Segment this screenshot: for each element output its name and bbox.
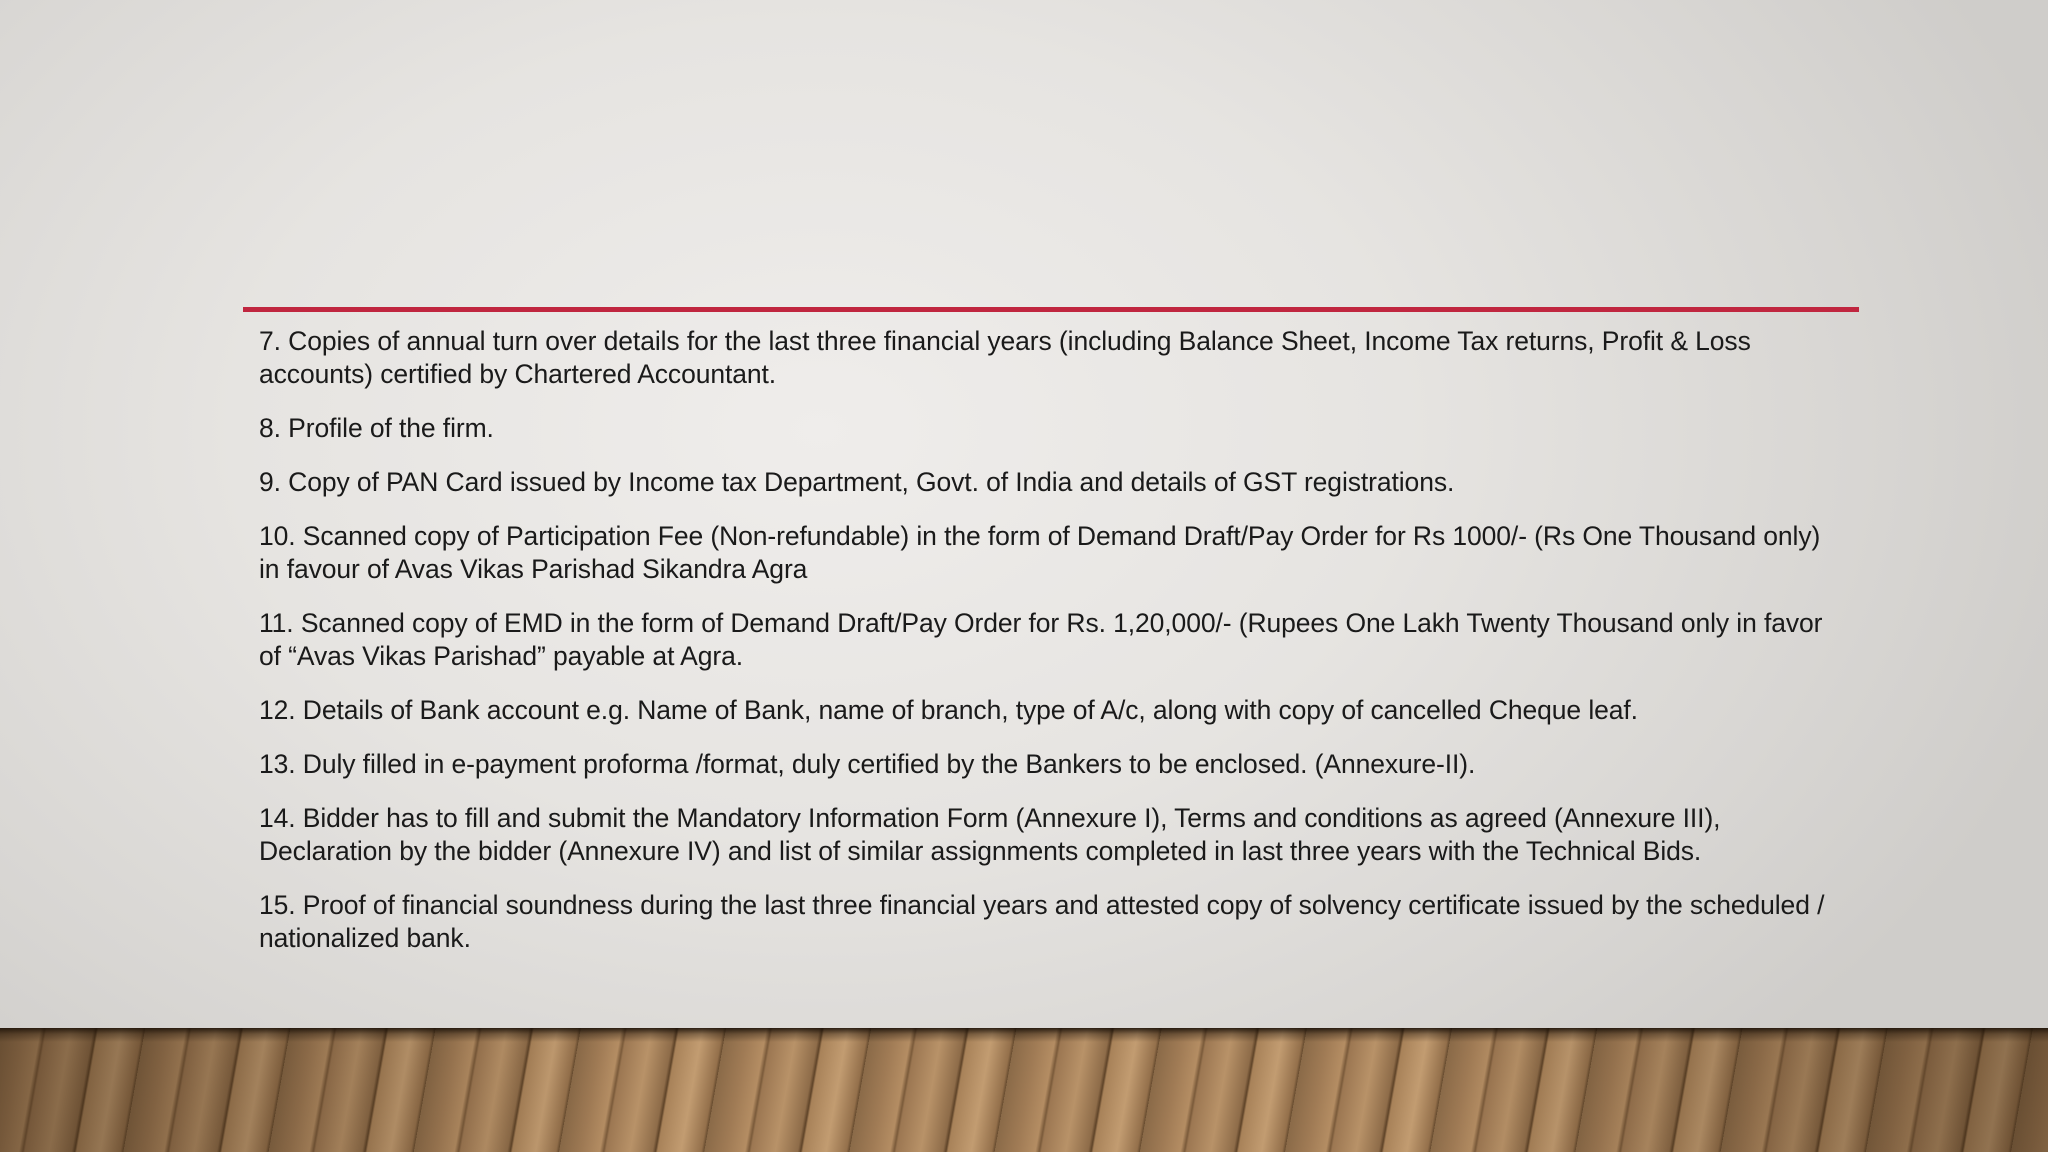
floor-vignette — [0, 1028, 2048, 1152]
list-item-13: 13. Duly filled in e-payment proforma /format, duly certified by the Bankers to be enclosed. (Annexure-II). — [259, 749, 1476, 779]
list-item-12: 12. Details of Bank account e.g. Name of Bank, name of branch, type of A/c, along with copy of cancelled Cheque leaf. — [259, 695, 1638, 725]
list-item-7: 7. Copies of annual turn over details for the last three financial years (including Balance Sheet, Income Tax returns, Profit & Loss accounts) certified by Chartered Accountant. — [259, 326, 1751, 389]
list-item-11: 11. Scanned copy of EMD in the form of Demand Draft/Pay Order for Rs. 1,20,000/- (Rupees One Lakh Twenty Thousand only in favor of “Avas Vikas Parishad” payable at Agra. — [259, 608, 1823, 671]
list-item-10: 10. Scanned copy of Participation Fee (Non-refundable) in the form of Demand Draft/Pay Order for Rs 1000/- (Rs One Thousand only) in favour of Avas Vikas Parishad Sikandra Agra — [259, 521, 1821, 584]
list-item-14: 14. Bidder has to fill and submit the Mandatory Information Form (Annexure I), Terms and conditions as agreed (Annexure III), Declaration by the bidder (Annexure IV) and list of similar assignments completed in last three years with the Technical Bids. — [259, 803, 1721, 866]
requirements-list — [259, 325, 1839, 976]
list-item-8: 8. Profile of the firm. — [259, 413, 494, 443]
list-item-15: 15. Proof of financial soundness during the last three financial years and attested copy of solvency certificate issued by the scheduled / nationalized bank. — [259, 890, 1825, 953]
list-item-9: 9. Copy of PAN Card issued by Income tax Department, Govt. of India and details of GST registrations. — [259, 467, 1455, 497]
accent-rule — [243, 307, 1859, 312]
